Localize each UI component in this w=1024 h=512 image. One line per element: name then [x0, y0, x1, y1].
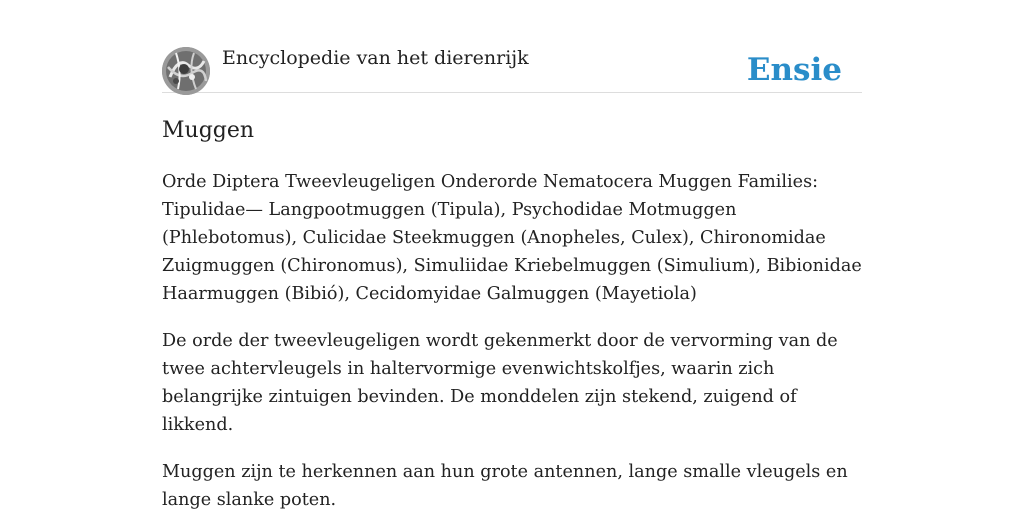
source-title[interactable]: Encyclopedie van het dierenrijk [222, 47, 529, 69]
article-body [162, 168, 862, 512]
article-paragraph: Muggen zijn te herkennen aan hun grote antennen, lange smalle vleugels en lange slanke poten. [162, 462, 848, 510]
article-paragraph: De orde der tweevleugeligen wordt gekenmerkt door de vervorming van de twee achtervleugels in haltervormige evenwichtskolfjes, waarin zich belangrijke zintuigen bevinden. De monddelen zijn stekend, zuigend of likkend. [162, 331, 838, 435]
page-title: Muggen [162, 118, 255, 143]
article-paragraph: Orde Diptera Tweevleugeligen Onderorde Nematocera Muggen Families: Tipulidae— Langpootmuggen (Tipula), Psychodidae Motmuggen (Phlebotomus), Culicidae Steekmuggen (Anopheles, Culex), Chironomidae Zuigmuggen (Chironomus), Simuliidae Kriebelmuggen (Simulium), Bibionidae Haarmuggen (Bibió), Cecidomyidae Galmuggen (Mayetiola) [162, 172, 862, 304]
site-header [162, 46, 862, 93]
book-cover-icon[interactable] [162, 47, 210, 95]
brand-logo[interactable]: Ensie [746, 52, 842, 88]
